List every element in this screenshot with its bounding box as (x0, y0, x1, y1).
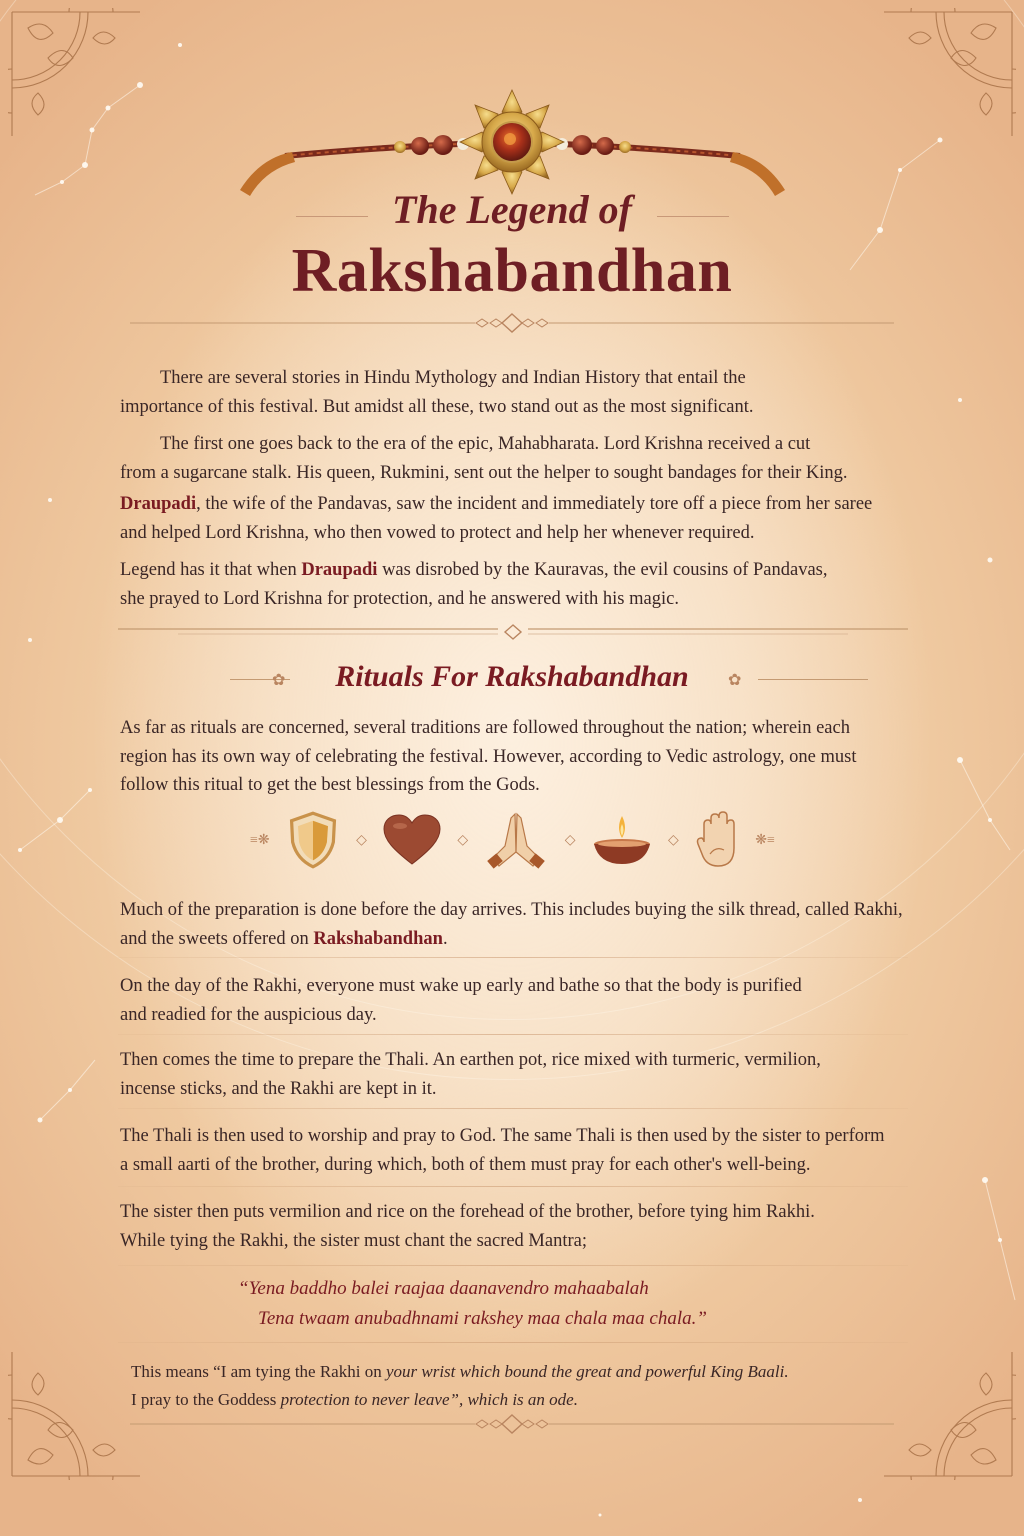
highlight-name: Draupadi (301, 560, 378, 580)
ornamental-divider-bottom (130, 1414, 894, 1434)
text-line: This means “I am tying the Rakhi on (131, 1362, 386, 1381)
section-title-rituals: Rituals For Rakshabandhan (335, 660, 689, 693)
ritual-icons-row (250, 808, 775, 872)
legend-paragraph-disrobed (120, 556, 940, 614)
page-title: Rakshabandhan (291, 237, 733, 305)
title-subheading: The Legend of (392, 187, 632, 232)
corner-mandala-ornament (876, 8, 1016, 148)
text-line: I pray to the Goddess (131, 1390, 281, 1409)
mantra-line-1: “Yena baddho balei raajaa daanavendro mahaabalah (238, 1278, 649, 1299)
diya-lamp-icon (591, 810, 653, 870)
ritual-step-aarti (120, 1122, 940, 1180)
text-line: While tying the Rakhi, the sister must chant the sacred Mantra; (120, 1231, 587, 1251)
corner-mandala-ornament (8, 1340, 148, 1480)
text-line: , the wife of the Pandavas, saw the incident and immediately tore off a piece from her saree (196, 494, 873, 514)
ritual-step-preparation (120, 896, 940, 954)
raised-hand-icon (694, 810, 740, 870)
text-line: Legend has it that when (120, 560, 302, 580)
legend-paragraph-draupadi (120, 490, 940, 548)
text-line: The first one goes back to the era of the epic, Mahabharata. Lord Krishna received a cut (160, 434, 811, 454)
text-line: importance of this festival. But amidst all these, two stand out as the most significant. (120, 397, 754, 417)
text-line: she prayed to Lord Krishna for protection, and he answered with his magic. (120, 589, 679, 609)
ornamental-divider (130, 313, 894, 333)
ritual-step-bathe (120, 972, 940, 1030)
shield-icon (285, 810, 341, 870)
flourish-icon: ✿ (272, 672, 286, 689)
rakhi-illustration (240, 78, 785, 198)
mantra-meaning (131, 1358, 789, 1414)
separator-line (118, 1108, 908, 1109)
text-line: and the sweets offered on (120, 929, 314, 949)
mantra-line-2: Tena twaam anubadhnami rakshey maa chala maa chala.” (258, 1308, 707, 1329)
separator-line (118, 1186, 908, 1187)
diamond-ornament-icon: ◇ (356, 832, 367, 848)
flourish-icon: ≡❋ (250, 832, 270, 848)
text-line: On the day of the Rakhi, everyone must wake up early and bathe so that the body is purified (120, 976, 802, 996)
text-line: Then comes the time to prepare the Thali. An earthen pot, rice mixed with turmeric, vermilion, (120, 1050, 821, 1070)
text-line: follow this ritual to get the best blessings from the Gods. (120, 775, 540, 795)
section-title-rule-right (758, 679, 868, 680)
text-line: from a sugarcane stalk. His queen, Rukmini, sent out the helper to sought bandages for their King. (120, 463, 848, 483)
ritual-step-thali (120, 1046, 940, 1104)
separator-line (118, 957, 908, 958)
text-line: a small aarti of the brother, during which, both of them must pray for each other's well-being. (120, 1155, 811, 1175)
text-line: The sister then puts vermilion and rice on the forehead of the brother, before tying him Rakhi. (120, 1202, 815, 1222)
separator-line (118, 1034, 908, 1035)
praying-hands-icon (483, 810, 549, 870)
text-line: was disrobed by the Kauravas, the evil cousins of Pandavas, (377, 560, 828, 580)
text-line: As far as rituals are concerned, several traditions are followed throughout the nation; wherein each (120, 718, 850, 738)
text-line-italic: protection to never leave”, which is an ode. (280, 1390, 578, 1409)
diamond-ornament-icon: ◇ (457, 832, 469, 848)
text-line: region has its own way of celebrating the festival. However, according to Vedic astrology, one must (120, 746, 857, 767)
text-line: and readied for the auspicious day. (120, 1005, 377, 1025)
ritual-step-tying (120, 1198, 940, 1256)
highlight-festival: Rakshabandhan (313, 929, 443, 949)
flourish-icon: ❋≡ (755, 832, 775, 848)
diamond-ornament-icon: ◇ (667, 832, 679, 848)
text-line: . (442, 929, 448, 949)
text-line: There are several stories in Hindu Mythology and Indian History that entail the (160, 368, 746, 388)
corner-mandala-ornament (8, 8, 148, 148)
separator-line (118, 1342, 908, 1343)
text-line: and helped Lord Krishna, who then vowed to protect and help her whenever required. (120, 523, 755, 543)
diamond-ornament-icon: ◇ (564, 832, 576, 848)
separator-line (118, 1265, 908, 1266)
legend-paragraph-intro (120, 364, 920, 422)
flourish-icon: ✿ (728, 672, 742, 689)
section-divider (118, 622, 908, 642)
text-line: Much of the preparation is done before the day arrives. This includes buying the silk thread, called Rakhi, (120, 900, 903, 920)
text-line: The Thali is then used to worship and pray to God. The same Thali is then used by the sister to perform (120, 1126, 885, 1146)
rituals-intro (120, 714, 940, 800)
legend-paragraph-krishna (120, 430, 940, 488)
text-line-italic: your wrist which bound the great and powerful King Baali. (385, 1362, 789, 1381)
text-line: incense sticks, and the Rakhi are kept in it. (120, 1079, 437, 1099)
highlight-name: Draupadi (120, 494, 197, 514)
heart-icon (382, 810, 442, 870)
corner-mandala-ornament (876, 1340, 1016, 1480)
